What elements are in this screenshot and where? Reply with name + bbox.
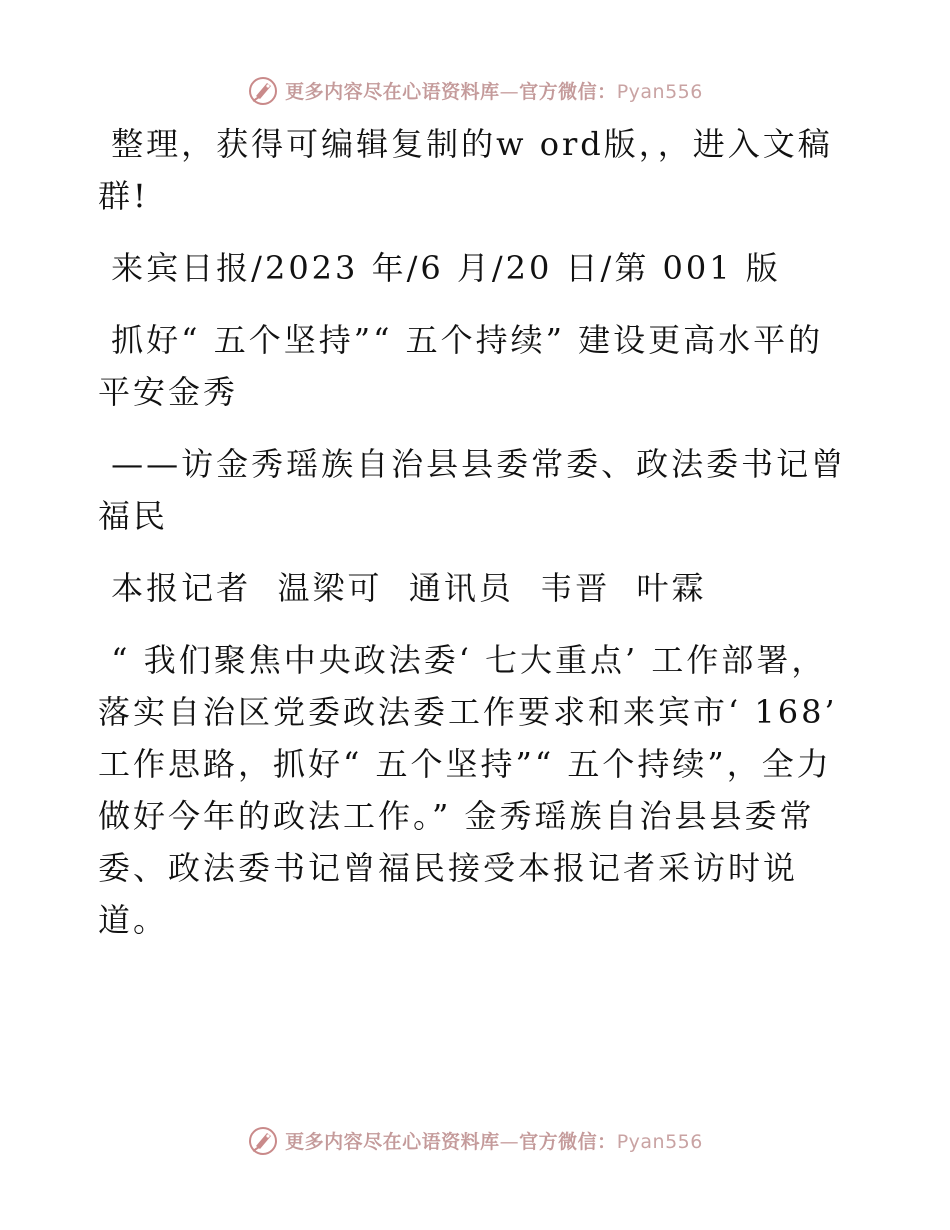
source-line: 来宾日报/2023 年/6 月/20 日/第 001 版 (98, 249, 781, 287)
footer-watermark (0, 1122, 950, 1158)
header-watermark (0, 72, 950, 108)
intro-text: 整理，获得可编辑复制的w ord版，，进入文稿群! (98, 125, 833, 215)
article-headline: 抓好“ 五个坚持”“ 五个持续” 建设更高水平的平安金秀 (98, 321, 824, 411)
body-paragraph: “ 我们聚焦中央政法委‘ 七大重点’ 工作部署，落实自治区党委政法委工作要求和来宾市‘ 168’ 工作思路，抓好“ 五个坚持”“ 五个持续”，全力做好今年的政法工作。” 金秀瑶族自治县县委常委、政法委书记曾福民接受本报记者采访时说道。 (98, 641, 851, 939)
watermark-group (247, 1124, 703, 1156)
pen-nib-circle-icon (247, 74, 279, 106)
watermark-text: 更多内容尽在心语资料库—官方微信：Pyan556 (285, 1130, 703, 1153)
watermark-group (247, 74, 703, 106)
watermark-text: 更多内容尽在心语资料库—官方微信：Pyan556 (285, 80, 703, 103)
byline: 本报记者 温梁可 通讯员 韦晋 叶霖 (98, 569, 707, 607)
article-subheadline: ——访金秀瑶族自治县县委常委、政法委书记曾福民 (98, 445, 847, 535)
document-body (98, 118, 858, 946)
pen-nib-circle-icon (247, 1124, 279, 1156)
